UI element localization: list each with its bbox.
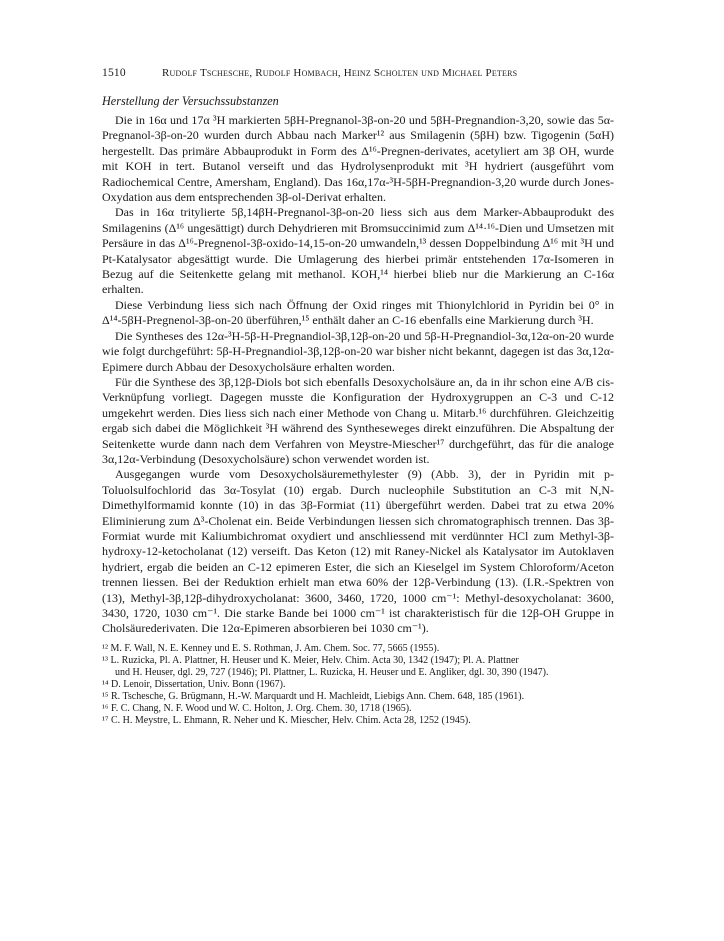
paragraph: Das in 16α tritylierte 5β,14βH-Pregnanol-3β-on-20 liess sich aus dem Marker-Abbauprodukt des Smilagenins (Δ¹⁶ ungesättigt) durch Dehydrieren mit Bromsuccinimid zum Δ¹⁴·¹⁶-Dien und Umsetzen mit Persäure in das Δ¹⁶-Pregnenol-3β-oxido-14,15-on-20 umwandeln,¹³ dessen Doppelbindung Δ¹⁶ mit ³H und Pt-Katalysator abgesättigt wurde. Die Umlagerung des hierbei primär entstehenden 17α-Isomeren in Bezug auf die Seitenkette gelang mit methanol. KOH,¹⁴ hierbei blieb nur die Markierung an C-16α erhalten. [102, 205, 614, 297]
footnote: ¹⁵ R. Tschesche, G. Brügmann, H.-W. Marquardt und H. Machleidt, Liebigs Ann. Chem. 648, 185 (1961). [102, 691, 525, 703]
footnote: ¹⁴ D. Lenoir, Dissertation, Univ. Bonn (1967). [102, 679, 286, 691]
paragraph: Die Syntheses des 12α-³H-5β-H-Pregnandiol-3β,12β-on-20 und 5β-H-Pregnandiol-3α,12α-on-20 wurde wie folgt durchgeführt: 5β-H-Pregnandiol-3β,12β-on-20 war bisher nicht bekannt, dagegen ist das 3α,12α-Epimere durch Abbau der Desoxycholsäure erhalten worden. [102, 328, 614, 374]
paragraph: Diese Verbindung liess sich nach Öffnung der Oxid ringes mit Thionylchlorid in Pyridin bei 0° in Δ¹⁴-5βH-Pregnenol-3β-on-20 überführen,¹⁵ enthält daher an C-16 ebenfalls eine Markierung durch ³H. [102, 297, 614, 328]
section-title: Herstellung der Versuchssubstanzen [102, 94, 279, 108]
running-header-authors: Rudolf Tschesche, Rudolf Hombach, Heinz Scholten und Michael Peters [162, 67, 518, 79]
paper-page [102, 66, 614, 727]
footnotes [102, 643, 614, 728]
footnote: ¹³ L. Ruzicka, Pl. A. Plattner, H. Heuser und K. Meier, Helv. Chim. Acta 30, 1342 (1947); Pl. A. Plattner und H. Heuser, dgl. 29, 727 (1946); Pl. Plattner, L. Ruzicka, H. Heuser und E. Angliker, dgl. 30, 390 (1947). [102, 655, 614, 679]
page-number: 1510 [102, 67, 126, 79]
footnote: ¹⁶ F. C. Chang, N. F. Wood und W. C. Holton, J. Org. Chem. 30, 1718 (1965). [102, 703, 412, 715]
body-text [102, 113, 614, 637]
paragraph: Für die Synthese des 3β,12β-Diols bot sich ebenfalls Desoxycholsäure an, da in ihr schon eine A/B cis-Verknüpfung vorliegt. Dagegen musste die Konfiguration der Hydroxygruppen an C-3 und C-12 umgekehrt werden. Dies liess sich nach einer Methode von Chang u. Mitarb.¹⁶ durchführen. Gleichzeitig ergab sich dabei die Möglichkeit ³H während des Syntheseweges direkt einzuführen. Die Abspaltung der Seitenkette wurde dann nach dem Verfahren von Meystre-Miescher¹⁷ durchgeführt, das für die analoge 3α,12α-Verbindung (Desoxycholsäure) schon verwendet worden ist. [102, 374, 614, 466]
running-header [102, 66, 614, 80]
footnote-continuation: und H. Heuser, dgl. 29, 727 (1946); Pl. Plattner, L. Ruzicka, H. Heuser und E. Angliker, dgl. 30, 390 (1947). [115, 667, 549, 678]
paragraph: Die in 16α und 17α ³H markierten 5βH-Pregnanol-3β-on-20 und 5βH-Pregnandion-3,20, sowie das 5α-Pregnanol-3β-on-20 wurden durch Abbau nach Marker¹² aus Smilagenin (5βH) bzw. Tigogenin (5αH) hergestellt. Das primäre Abbauprodukt in Form des Δ¹⁶-Pregnen-derivates, acetyliert am 3β OH, wurde mit KOH in tert. Butanol verseift und das Hydrolysenprodukt mit ³H hydriert (ausgeführt vom Radiochemical Centre, Amersham, England). Das 16α,17α-³H-5βH-Pregnandion-3,20 wurde durch Jones-Oxydation aus dem entsprechenden 3β-ol-Derivat erhalten. [102, 113, 614, 205]
footnote: ¹⁷ C. H. Meystre, L. Ehmann, R. Neher und K. Miescher, Helv. Chim. Acta 28, 1252 (1945). [102, 715, 471, 727]
footnote: ¹² M. F. Wall, N. E. Kenney und E. S. Rothman, J. Am. Chem. Soc. 77, 5665 (1955). [102, 642, 440, 654]
paragraph: Ausgegangen wurde vom Desoxycholsäuremethylester (9) (Abb. 3), der in Pyridin mit p-Toluolsulfochlorid das 3α-Tosylat (10) ergab. Durch nucleophile Substitution an C-3 mit N,N-Dimethylformamid konnte (10) in das 3β-Formiat (11) übergeführt werden. Dabei trat zu etwa 20% Eliminierung zum Δ³-Cholenat ein. Beide Verbindungen liessen sich chromatographisch trennen. Das 3β-Formiat wurde mit Kaliumbichromat oxydiert und anschliessend mit verdünnter HCl zum Methyl-3β-hydroxy-12-ketocholanat (12) verseift. Das Keton (12) mit Raney-Nickel als Katalysator im Autoklaven hydriert, ergab die beiden an C-12 epimeren Ester, die sich an Kieselgel im System Chloroform/Aceton trennen liessen. Bei der Reduktion erhielt man etwa 60% der 12β-Verbindung (13). (I.R.-Spektren von (13), Methyl-3β,12β-dihydroxycholanat: 3600, 3460, 1720, 1000 cm⁻¹: Methyl-desoxycholanat: 3600, 3430, 1720, 1030 cm⁻¹. Die starke Bande bei 1000 cm⁻¹ ist charakteristisch für die 12β-OH Gruppe in Cholsäurederivaten. Die 12α-Epimeren absorbieren bei 1030 cm⁻¹). [102, 467, 614, 636]
